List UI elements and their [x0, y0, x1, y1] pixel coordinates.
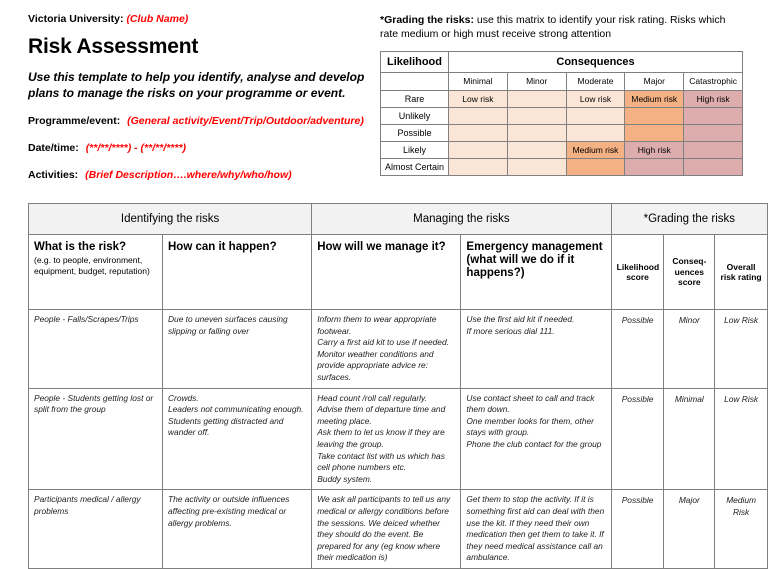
cell-consequences-score: Major [664, 490, 715, 569]
matrix-consequence-minimal: Minimal [449, 73, 508, 91]
university-line [28, 12, 380, 26]
cell-overall-risk-rating: Low Risk [715, 310, 768, 389]
matrix-consequence-minor: Minor [507, 73, 566, 91]
matrix-cell-likely-minimal [449, 142, 508, 159]
matrix-consequence-catastrophic: Catastrophic [684, 73, 743, 91]
matrix-cell-possible-minor [507, 125, 566, 142]
matrix-likelihood-likely: Likely [381, 142, 449, 159]
risk-register-body [29, 310, 768, 569]
field-date-time [28, 141, 380, 155]
column-header-likelihood-score: Likelihood score [611, 235, 664, 310]
matrix-likelihood-almost-certain: Almost Certain [381, 159, 449, 176]
cell-overall-risk-rating: Low Risk [715, 388, 768, 490]
header-left-column [28, 10, 380, 195]
field-programme-event-label: Programme/event: [28, 115, 121, 127]
cell-overall-risk-rating: Medium Risk [715, 490, 768, 569]
cell-emergency: Use the first aid kit if needed. If more serious dial 111. [461, 310, 611, 389]
page-title: Risk Assessment [28, 35, 199, 58]
cell-cause: Due to uneven surfaces causing slipping or falling over [162, 310, 311, 389]
matrix-cell-almost-certain-major [625, 159, 684, 176]
matrix-cell-unlikely-catastrophic [684, 108, 743, 125]
column-header-what-is-the-risk-hint: (e.g. to people, environment, equipment, budget, reputation) [34, 255, 150, 276]
column-header-what-is-the-risk [29, 235, 163, 310]
matrix-cell-likely-moderate: Medium risk [566, 142, 625, 159]
field-date-time-value: (**/**/****) - (**/**/****) [85, 142, 187, 154]
risk-register-table [28, 203, 768, 569]
table-row [29, 490, 768, 569]
matrix-likelihood-possible: Possible [381, 125, 449, 142]
field-date-time-label: Date/time: [28, 142, 79, 154]
matrix-cell-possible-minimal [449, 125, 508, 142]
column-header-what-is-the-risk-label: What is the risk? [34, 241, 127, 253]
cell-emergency: Get them to stop the activity. If it is something first aid can deal with then use the kit. If they need their own medication then get them to take it. If they need medical assistance call an ambulance. [461, 490, 611, 569]
matrix-cell-possible-catastrophic [684, 125, 743, 142]
matrix-corner-cell [381, 73, 449, 91]
matrix-cell-possible-moderate [566, 125, 625, 142]
cell-risk: People - Students getting lost or split from the group [29, 388, 163, 490]
field-activities-label: Activities: [28, 169, 79, 181]
matrix-cell-unlikely-minor [507, 108, 566, 125]
matrix-header-row [381, 52, 743, 73]
cell-likelihood-score: Possible [611, 490, 664, 569]
cell-emergency: Use contact sheet to call and track them down. One member looks for them, other stays with group. Phone the club contact for the group [461, 388, 611, 490]
main-table-group-header-row [29, 204, 768, 235]
table-row [29, 388, 768, 490]
document-header-area [28, 10, 756, 195]
matrix-cell-likely-catastrophic [684, 142, 743, 159]
main-table-column-header-row [29, 235, 768, 310]
matrix-row [381, 108, 743, 125]
cell-manage: Head count /roll call regularly. Advise them of departure time and meeting place. Ask them to let us know if they are leaving the group. Take contact list with us which has cell phone numbers etc. Buddy system. [312, 388, 461, 490]
group-grading-the-risks: *Grading the risks [611, 204, 767, 235]
cell-likelihood-score: Possible [611, 310, 664, 389]
matrix-cell-rare-minor [507, 91, 566, 108]
matrix-row [381, 142, 743, 159]
column-header-emergency-management: Emergency management (what will we do if it happens?) [461, 235, 611, 310]
matrix-cell-almost-certain-catastrophic [684, 159, 743, 176]
header-right-column [380, 10, 756, 176]
matrix-cell-rare-minimal: Low risk [449, 91, 508, 108]
club-name-placeholder: (Club Name) [126, 13, 189, 25]
field-activities [28, 168, 380, 182]
group-managing-the-risks: Managing the risks [312, 204, 611, 235]
matrix-likelihood-header: Likelihood [381, 52, 449, 73]
matrix-cell-almost-certain-minor [507, 159, 566, 176]
cell-cause: Crowds. Leaders not communicating enough. Students getting distracted and wander off. [162, 388, 311, 490]
matrix-likelihood-unlikely: Unlikely [381, 108, 449, 125]
matrix-likelihood-rare: Rare [381, 91, 449, 108]
matrix-cell-almost-certain-minimal [449, 159, 508, 176]
intro-paragraph: Use this template to help you identify, analyse and develop plans to manage the risks on your programme or event. [28, 70, 365, 100]
column-header-overall-risk-rating: Overall risk rating [715, 235, 768, 310]
grading-note-text: use this matrix to identify your risk rating. Risks which rate medium or high must receive strong attention [380, 14, 726, 40]
cell-risk: Participants medical / allergy problems [29, 490, 163, 569]
matrix-cell-unlikely-major [625, 108, 684, 125]
group-identifying-the-risks: Identifying the risks [29, 204, 312, 235]
grading-note-lead: *Grading the risks: [380, 14, 474, 26]
matrix-cell-unlikely-moderate [566, 108, 625, 125]
matrix-consequence-levels-row [381, 73, 743, 91]
column-header-consequences-score: Conseq-uences score [664, 235, 715, 310]
column-header-how-will-we-manage-it: How will we manage it? [312, 235, 461, 310]
matrix-cell-likely-major: High risk [625, 142, 684, 159]
cell-cause: The activity or outside influences affecting pre-existing medical or allergy problems. [162, 490, 311, 569]
matrix-consequence-moderate: Moderate [566, 73, 625, 91]
risk-matrix-table [380, 51, 743, 176]
matrix-row [381, 91, 743, 108]
column-header-how-can-it-happen: How can it happen? [162, 235, 311, 310]
matrix-row [381, 125, 743, 142]
matrix-cell-rare-moderate: Low risk [566, 91, 625, 108]
cell-manage: Inform them to wear appropriate footwear. Carry a first aid kit to use if needed. Monitor weather conditions and provide appropriate advice re: surfaces. [312, 310, 461, 389]
field-programme-event [28, 114, 380, 128]
matrix-cell-unlikely-minimal [449, 108, 508, 125]
cell-consequences-score: Minimal [664, 388, 715, 490]
field-activities-value: (Brief Description….where/why/who/how) [85, 169, 292, 181]
university-label: Victoria University: [28, 13, 124, 25]
matrix-row [381, 159, 743, 176]
cell-likelihood-score: Possible [611, 388, 664, 490]
matrix-consequence-major: Major [625, 73, 684, 91]
matrix-cell-rare-major: Medium risk [625, 91, 684, 108]
matrix-body [381, 91, 743, 176]
matrix-cell-likely-minor [507, 142, 566, 159]
matrix-cell-almost-certain-moderate [566, 159, 625, 176]
cell-risk: People - Falls/Scrapes/Trips [29, 310, 163, 389]
field-programme-event-value: (General activity/Event/Trip/Outdoor/adventure) [127, 115, 364, 127]
table-row [29, 310, 768, 389]
grading-note [380, 13, 740, 41]
matrix-consequences-header: Consequences [449, 52, 743, 73]
matrix-cell-possible-major [625, 125, 684, 142]
cell-manage: We ask all participants to tell us any medical or allergy conditions before the sessions. We deiced whether they should do the event. Be prepared for any (eg know where their medication is) [312, 490, 461, 569]
matrix-cell-rare-catastrophic: High risk [684, 91, 743, 108]
cell-consequences-score: Minor [664, 310, 715, 389]
